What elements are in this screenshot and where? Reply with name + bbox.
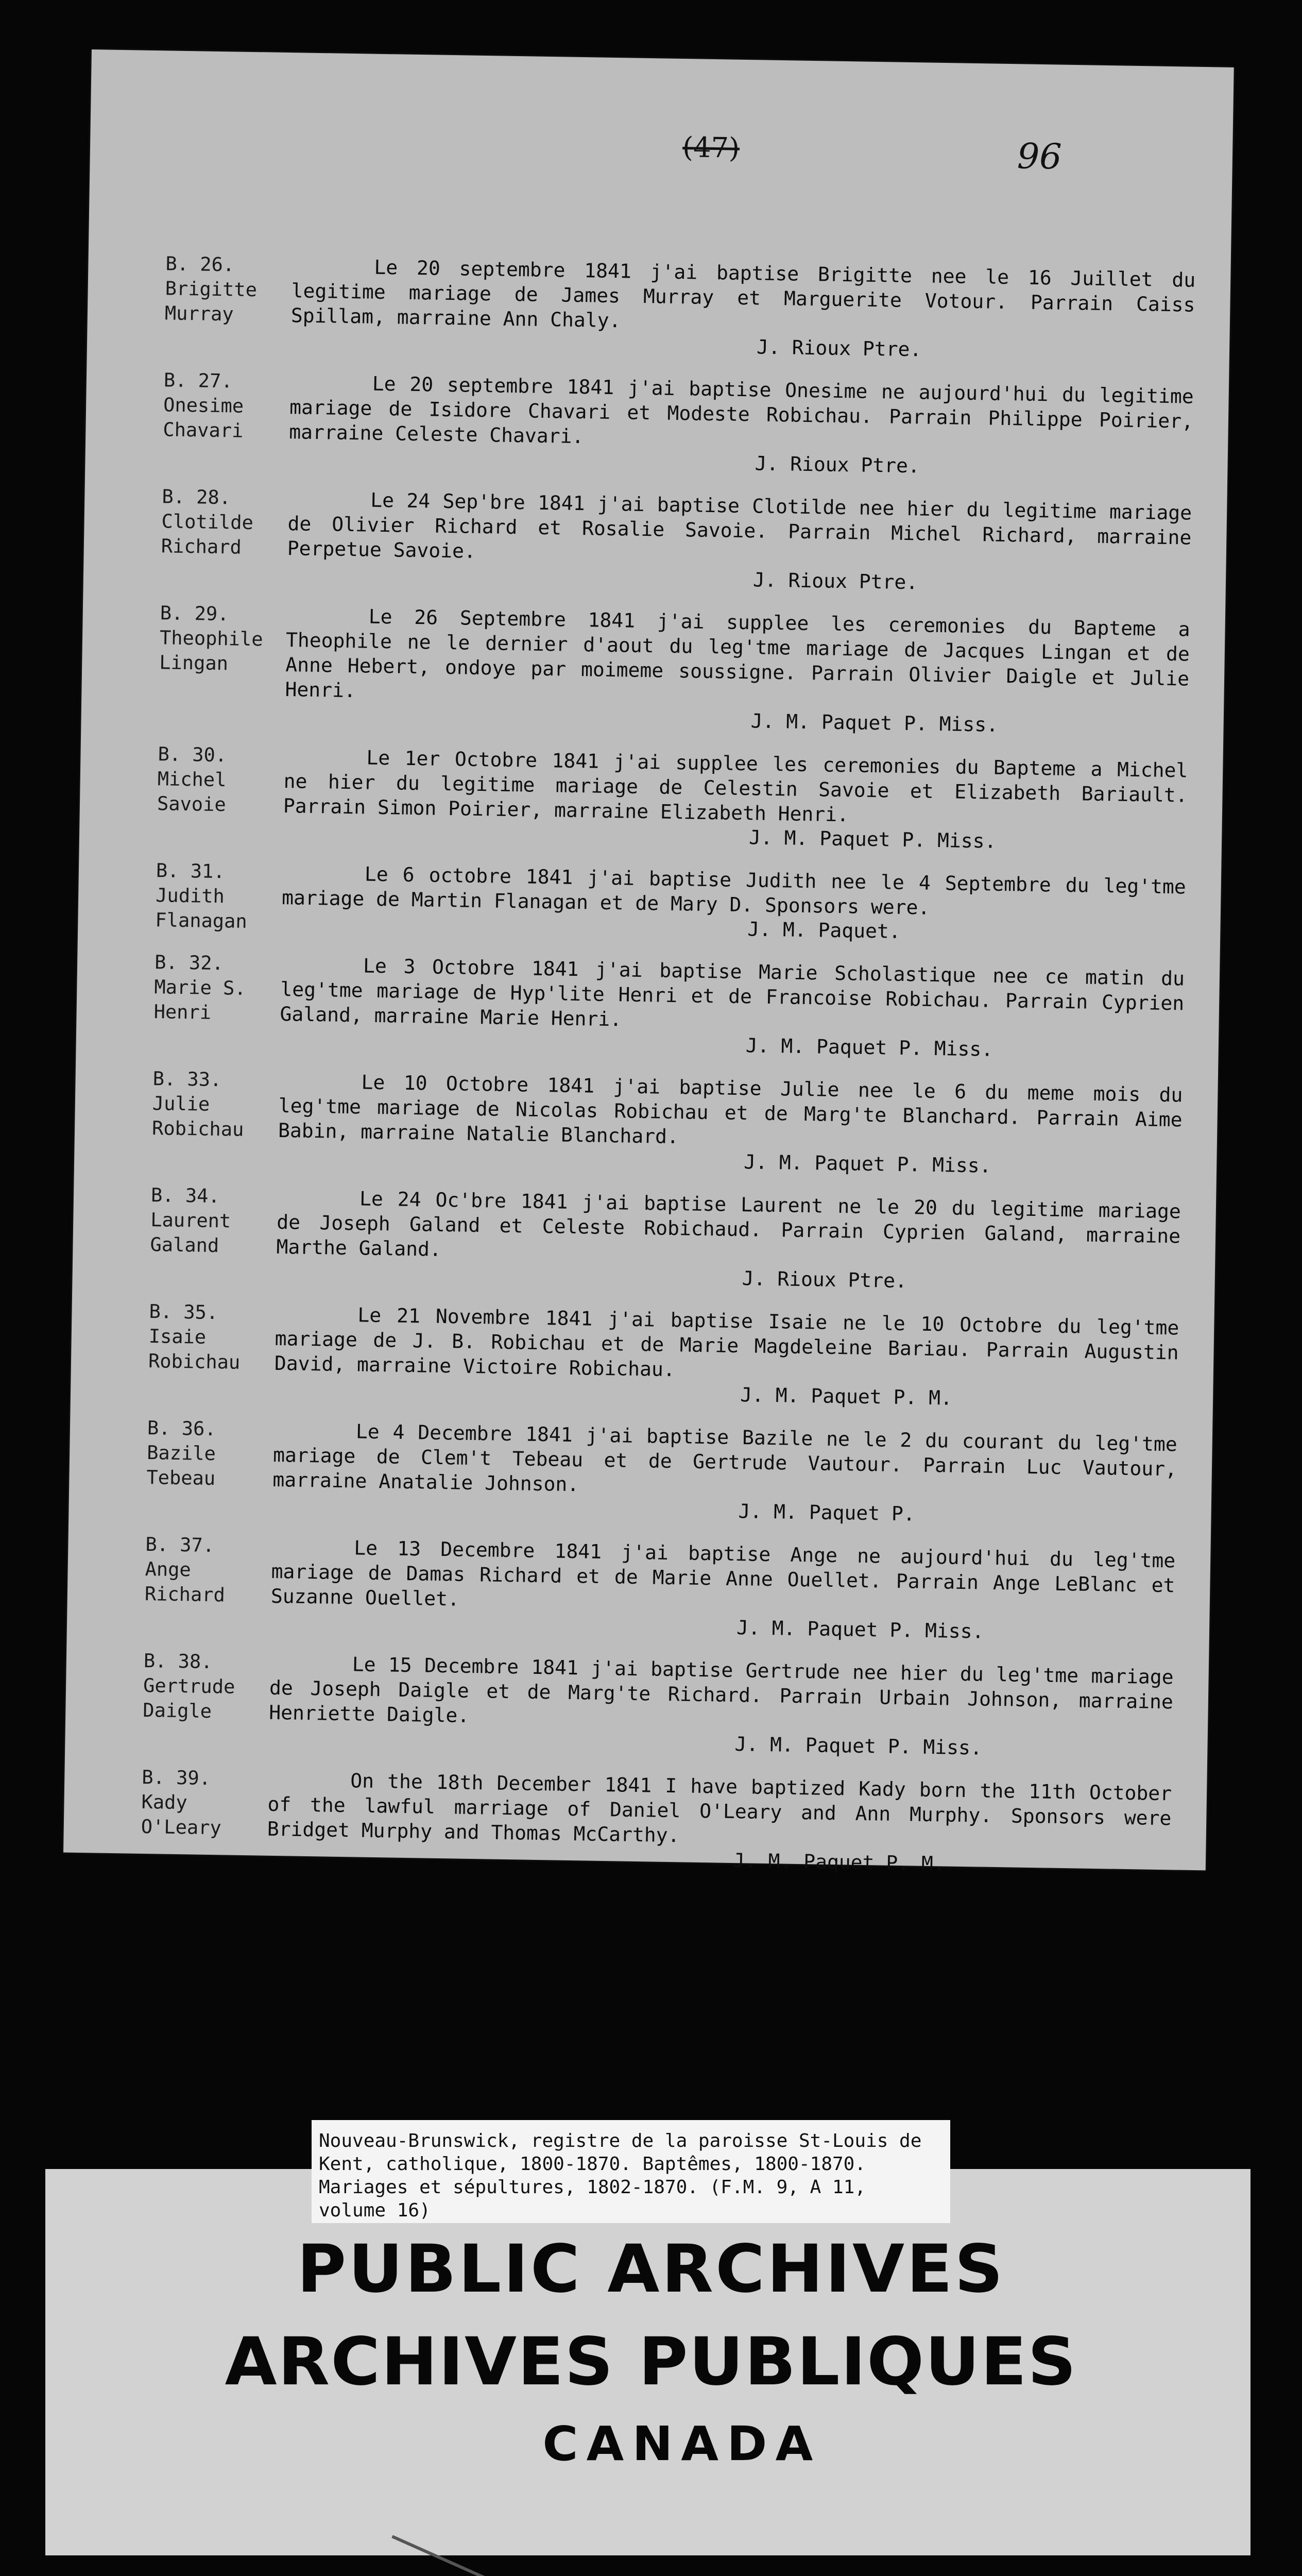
entry-signature: J. M. Paquet P. Miss.: [750, 709, 999, 736]
entry-b36: [146, 1416, 1177, 1530]
entry-text: Le 10 Octobre 1841 j'ai baptise Julie nee le 6 du meme mois du leg'tme mariage de Nicolas Robichau et de Marg'te Blanchard. Parrain Aime Babin, marraine Natalie Blanchard.: [278, 1071, 1183, 1148]
entry-b29: [158, 601, 1190, 739]
entry-text: Le 15 Decembre 1841 j'ai baptise Gertrude nee hier du leg'tme mariage de Joseph Daigle et de Marg'te Richard. Parrain Urbain Johnson, marraine Henriette Daigle.: [268, 1653, 1174, 1727]
stamp-archives-publiques: ARCHIVES PUBLIQUES: [225, 2324, 1077, 2400]
entry-text: Le 20 septembre 1841 j'ai baptise Brigitte nee le 16 Juillet du legitime mariage de James Murray et Marguerite Votour. Parrain Caiss Spillam, marraine Ann Chaly.: [290, 256, 1196, 332]
entry-name: B. 34. Laurent Galand: [150, 1184, 231, 1257]
entry-name: B. 28. Clotilde Richard: [161, 485, 254, 558]
entry-name: B. 38. Gertrude Daigle: [143, 1649, 235, 1723]
entry-text: Le 1er Octobre 1841 j'ai supplee les ceremonies du Bapteme a Michel ne hier du legitime mariage de Celestin Savoie et Elizabeth Bariault. Parrain Simon Poirier, marraine Elizabeth Henri.: [283, 746, 1188, 826]
entry-text: Le 21 Novembre 1841 j'ai baptise Isaie ne le 10 Octobre du leg'tme mariage de J. B. Robichau et de Marie Magdeleine Bariau. Parrain Augustin David, marraine Victoire Robichau.: [274, 1303, 1179, 1381]
entry-b31: [155, 858, 1186, 947]
entry-text: Le 20 septembre 1841 j'ai baptise Onesime ne aujourd'hui du legitime mariage de Isidore Chavari et Modeste Robichau. Parrain Philippe Poirier, marraine Celeste Chavari.: [289, 372, 1194, 448]
entry-b33: [151, 1066, 1183, 1180]
entry-text: Le 24 Oc'bre 1841 j'ai baptise Laurent ne le 20 du legitime mariage de Joseph Galand et Celeste Robichaud. Parrain Cyprien Galand, marraine Marthe Galand.: [276, 1187, 1181, 1261]
entry-b27: [162, 368, 1194, 482]
entry-text: Le 6 octobre 1841 j'ai baptise Judith nee le 4 Septembre du leg'tme mariage de Martin Flanagan et de Mary D. Sponsors were.: [281, 862, 1187, 919]
entry-text: Le 3 Octobre 1841 j'ai baptise Marie Scholastique nee ce matin du leg'tme mariage de Hyp'lite Henri et de Francoise Robichau. Parrain Cyprien Galand, marraine Marie Henri.: [280, 954, 1185, 1031]
reference-label: Nouveau-Brunswick, registre de la paroisse St-Louis de Kent, catholique, 1800-1870. Baptêmes, 1800-1870. Mariages et sépultures, 1802-1870. (F.M. 9, A 11, volume 16): [312, 2120, 950, 2223]
entry-name: B. 37. Ange Richard: [144, 1533, 226, 1606]
entry-b30: [157, 742, 1188, 856]
entry-name: B. 35. Isaie Robichau: [148, 1300, 241, 1374]
entry-b38: [142, 1649, 1174, 1762]
entry-signature: J. M. Paquet P. Miss.: [743, 1150, 991, 1177]
entry-name: B. 36. Bazile Tebeau: [146, 1417, 216, 1490]
entry-b34: [149, 1183, 1181, 1297]
entry-signature: J. M. Paquet P. Miss.: [745, 1034, 993, 1061]
entry-text: Le 24 Sep'bre 1841 j'ai baptise Clotilde nee hier du legitime mariage de Olivier Richard et Rosalie Savoie. Parrain Michel Richard, marraine Perpetue Savoie.: [287, 488, 1192, 563]
entry-text: Le 4 Decembre 1841 j'ai baptise Bazile ne le 2 du courant du leg'tme mariage de Clem't Tebeau et de Gertrude Vautour. Parrain Luc Vautour, marraine Anatalie Johnson.: [272, 1420, 1178, 1496]
entry-signature: J. Rioux Ptre.: [742, 1267, 907, 1293]
entry-name: B. 33. Julie Robichau: [151, 1067, 244, 1141]
entry-name: B. 29. Theophile Lingan: [159, 602, 263, 675]
entry-b35: [148, 1299, 1179, 1413]
entry-signature: J. M. Paquet P.: [738, 1500, 916, 1526]
entry-signature: J. M. Paquet P. M.: [732, 1849, 946, 1875]
entry-signature: J. Rioux Ptre.: [755, 452, 920, 478]
entry-signature: J. Rioux Ptre.: [752, 568, 918, 594]
entry-b28: [161, 484, 1192, 598]
entry-name: B. 30. Michel Savoie: [157, 743, 227, 816]
stamp-public-archives: PUBLIC ARCHIVES: [297, 2231, 1005, 2308]
stamp-canada: CANADA: [542, 2416, 821, 2471]
entry-signature: J. Rioux Ptre.: [756, 335, 922, 361]
entry-signature: J. M. Paquet P. M.: [740, 1383, 953, 1410]
entry-b26: [164, 251, 1196, 365]
entry-text: On the 18th December 1841 I have baptized Kady born the 11th October of the lawful marriage of Daniel O'Leary and Ann Murphy. Sponsors were Bridget Murphy and Thomas McCarthy.: [267, 1769, 1172, 1847]
entry-name: B. 26. Brigitte Murray: [164, 252, 258, 326]
entry-signature: J. M. Paquet P. Miss.: [748, 826, 997, 853]
register-page: [63, 49, 1234, 1875]
baptism-entries: [140, 251, 1195, 1897]
entry-signature: J. M. Paquet.: [747, 918, 901, 943]
entry-name: B. 32. Marie S. Henri: [153, 951, 246, 1024]
entry-name: B. 39. Kady O'Leary: [141, 1766, 222, 1839]
page-number: 96: [1017, 136, 1063, 178]
entry-b39: [141, 1765, 1172, 1879]
entry-b32: [153, 950, 1185, 1064]
entry-text: Le 13 Decembre 1841 j'ai baptise Ange ne aujourd'hui du leg'tme mariage de Damas Richard et de Marie Anne Ouellet. Parrain Ange LeBlanc et Suzanne Ouellet.: [270, 1536, 1176, 1611]
entry-text: Le 26 Septembre 1841 j'ai supplee les ceremonies du Bapteme a Theophile ne le dernier d'aout du leg'tme mariage de Jacques Lingan et de Anne Hebert, ondoye par moimeme soussigne. Parrain Olivier Daigle et Julie Henri.: [285, 605, 1190, 702]
old-page-number: (47): [682, 131, 740, 164]
entry-b37: [144, 1532, 1176, 1646]
entry-name: B. 27. Onesime Chavari: [163, 369, 244, 442]
entry-signature: J. M. Paquet P. Miss.: [734, 1733, 983, 1759]
entry-name: B. 31. Judith Flanagan: [155, 859, 248, 933]
entry-signature: J. M. Paquet P. Miss.: [736, 1616, 984, 1643]
